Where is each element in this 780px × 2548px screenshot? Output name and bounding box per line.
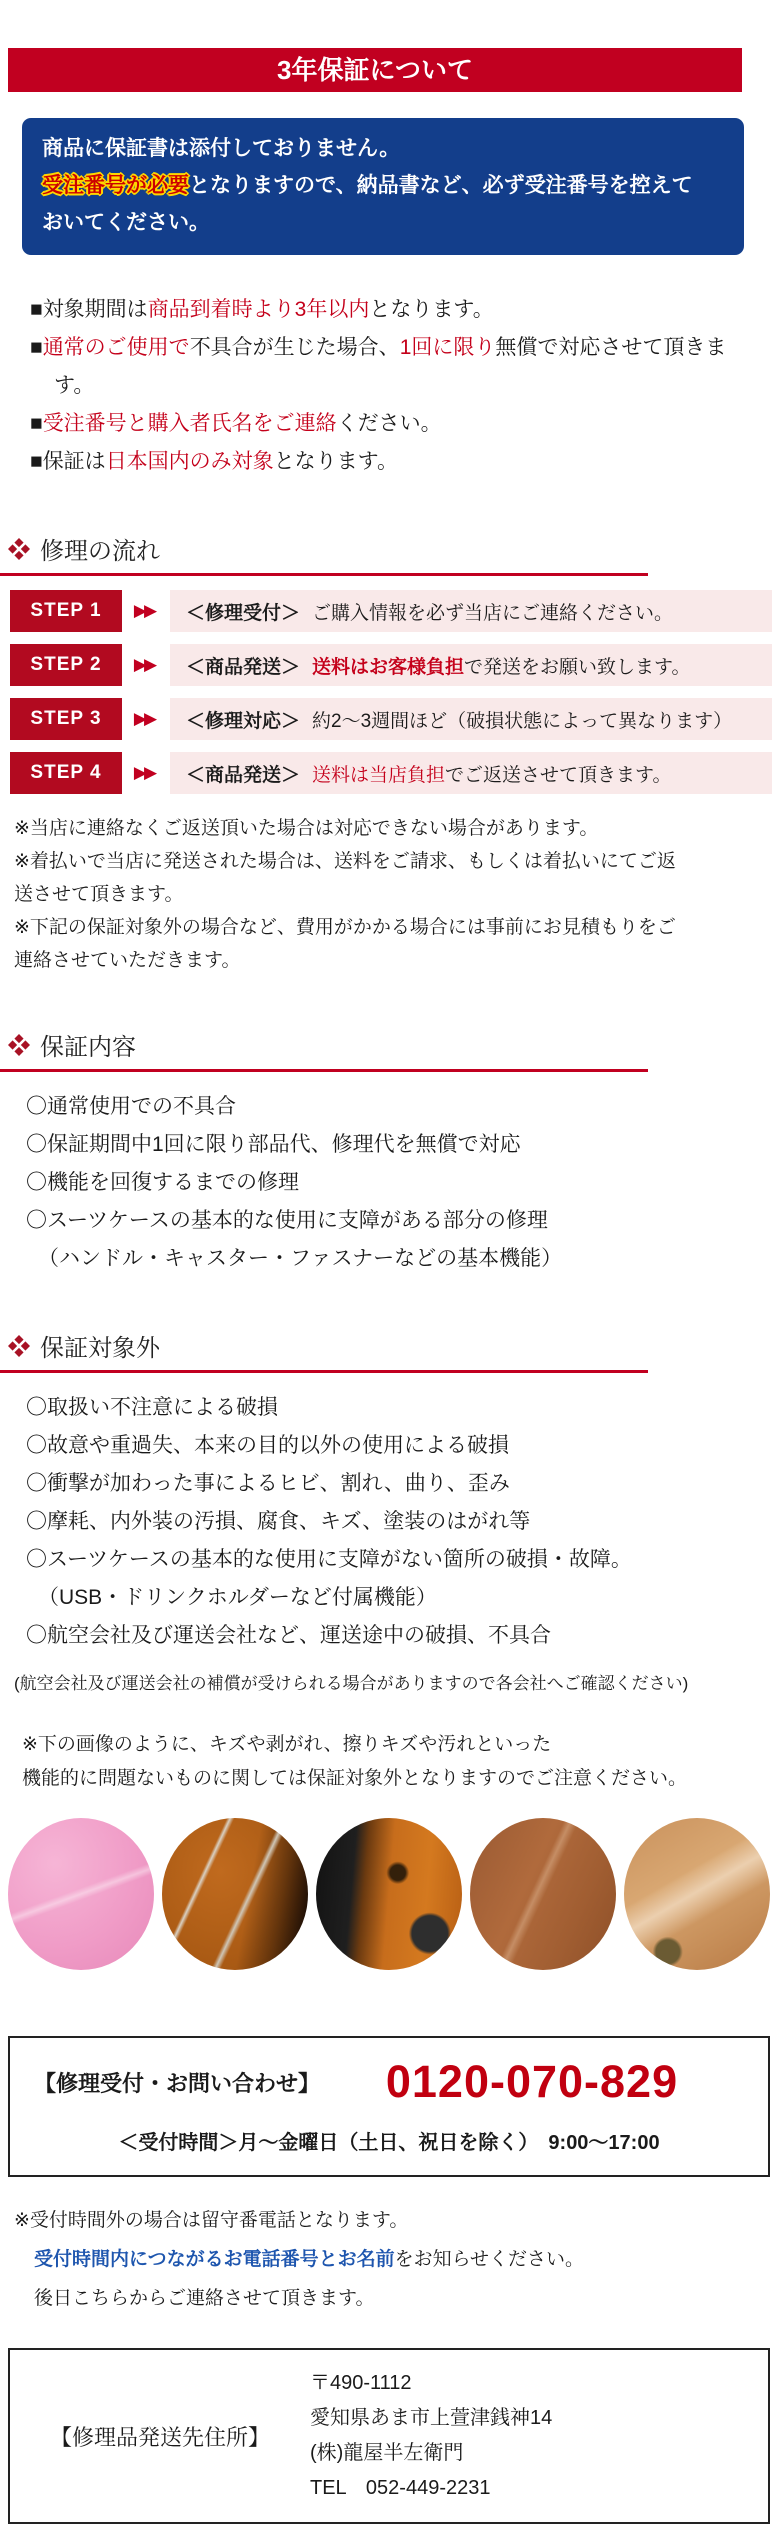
excluded-item: 〇故意や重過失、本来の目的以外の使用による破損	[26, 1434, 509, 1457]
company-name: (株)龍屋半左衛門	[310, 2442, 464, 2464]
step-desc	[170, 590, 772, 632]
contact-row	[34, 2056, 744, 2108]
step-label: ＜修理受付＞	[186, 602, 301, 624]
coverage-item-note: （ハンドル・キャスター・ファスナーなどの基本機能）	[38, 1247, 563, 1270]
step-row-4	[10, 752, 780, 794]
step-desc	[170, 752, 772, 794]
damage-warning-line: ※下の画像のように、キズや剥がれ、擦りキズや汚れといった	[22, 1734, 552, 1755]
damage-photo-pink-shell	[8, 1818, 154, 1970]
order-number-highlight: 受注番号が必要	[42, 174, 189, 197]
bullet-text: 対象期間は	[42, 298, 148, 321]
address-line: 愛知県あま市上萱津銭神14	[310, 2407, 553, 2429]
contact-note	[14, 2279, 780, 2318]
flow-notes	[14, 812, 676, 977]
contact-note	[14, 2240, 780, 2279]
shipping-address-box	[8, 2348, 770, 2524]
step-label: ＜修理対応＞	[186, 710, 301, 732]
notice-line-3	[42, 204, 724, 241]
square-bullet-icon: ■	[30, 298, 43, 321]
bullet-text-red: 受注番号と購入者氏名をご連絡	[42, 412, 337, 435]
double-arrow-icon: ▶▶	[133, 601, 155, 620]
damage-warning-line: 機能的に問題ないものに関しては保証対象外となりますのでご注意ください。	[22, 1768, 688, 1789]
notice-line-1	[42, 130, 724, 167]
damage-photos	[8, 1818, 770, 1970]
section-underline	[0, 573, 648, 576]
diamond-cluster-icon	[8, 1335, 30, 1357]
damage-photo-leather-peeling	[162, 1818, 308, 1970]
step-badge: STEP 1	[10, 590, 122, 632]
square-bullet-icon: ■	[30, 450, 43, 473]
warranty-bullet	[30, 329, 750, 405]
warranty-bullet	[30, 443, 750, 481]
step-badge: STEP 3	[10, 698, 122, 740]
notice-box	[22, 118, 744, 255]
notice-text: 商品に保証書は添付しておりません。	[42, 137, 401, 160]
step-desc	[170, 644, 772, 686]
step-label: ＜商品発送＞	[186, 764, 301, 786]
excluded-item: 〇航空会社及び運送会社など、運送途中の破損、不具合	[26, 1624, 551, 1647]
step-text: で発送をお願い致します。	[464, 656, 691, 678]
bullet-text-red: 1回に限り	[399, 336, 496, 359]
excluded-item-note: （USB・ドリンクホルダーなど付属機能）	[38, 1586, 437, 1609]
address-label: 【修理品発送先住所】	[49, 2424, 270, 2450]
flow-note: ※下記の保証対象外の場合など、費用がかかる場合には事前にお見積もりをご連絡させていただきます。	[14, 917, 676, 971]
excluded-item: 〇摩耗、内外装の汚損、腐食、キズ、塗装のはがれ等	[26, 1510, 531, 1533]
bullet-text: ください。	[336, 412, 442, 435]
step-text: でご返送させて頂きます。	[445, 764, 672, 786]
step-badge: STEP 4	[10, 752, 122, 794]
double-arrow-icon: ▶▶	[133, 709, 155, 728]
notice-text: となりますので、納品書など、必ず受注番号を控えて	[189, 174, 693, 197]
contact-note-text: 後日こちらからご連絡させて頂きます。	[34, 2288, 375, 2309]
step-row-3	[10, 698, 780, 740]
tel-line: TEL 052-449-2231	[310, 2477, 491, 2499]
diamond-cluster-icon	[8, 1034, 30, 1056]
damage-photo-corner-frame	[316, 1818, 462, 1970]
bullet-text: となります。	[369, 298, 494, 321]
notice-text: おいてください。	[42, 211, 210, 234]
contact-note-text: ※受付時間外の場合は留守番電話となります。	[14, 2210, 409, 2231]
section-header-excluded	[8, 1328, 780, 1363]
step-text: ご購入情報を必ず当店にご連絡ください。	[312, 602, 674, 624]
step-badge: STEP 2	[10, 644, 122, 686]
bullet-text-red: 商品到着時より3年以内	[147, 298, 370, 321]
bullet-text: 不具合が生じた場合、	[189, 336, 400, 359]
contact-note-blue: 受付時間内につながるお電話番号とお名前	[34, 2249, 395, 2270]
coverage-item: 〇スーツケースの基本的な使用に支障がある部分の修理	[26, 1209, 548, 1232]
section-title: 修理の流れ	[40, 538, 160, 565]
step-text: 約2～3週間ほど（破損状態によって異なります）	[312, 710, 733, 732]
damage-photo-tan-scratch	[624, 1818, 770, 1970]
flow-note: ※着払いで当店に発送された場合は、送料をご請求、もしくは着払いにてご返送させて頂きます。	[14, 851, 676, 905]
warranty-bullet	[30, 405, 750, 443]
address-lines	[310, 2366, 552, 2506]
section-header-coverage	[8, 1027, 780, 1062]
step-text-red: 送料はお客様負担	[312, 656, 465, 678]
notice-line-2	[42, 167, 724, 204]
coverage-item: 〇保証期間中1回に限り部品代、修理代を無償で対応	[26, 1133, 521, 1156]
phone-number: 0120-070-829	[385, 2056, 679, 2107]
coverage-item: 〇機能を回復するまでの修理	[26, 1171, 299, 1194]
flow-note: ※当店に連絡なくご返送頂いた場合は対応できない場合があります。	[14, 818, 599, 839]
postal-code: 〒490-1112	[310, 2372, 412, 2394]
page-title: 3年保証について	[8, 48, 742, 92]
section-underline	[0, 1069, 648, 1072]
contact-label: 【修理受付・お問い合わせ】	[34, 2070, 321, 2096]
reception-hours: ＜受付時間＞月～金曜日（土日、祝日を除く） 9:00～17:00	[118, 2132, 660, 2154]
section-header-repair-flow	[8, 531, 780, 566]
square-bullet-icon: ■	[30, 412, 43, 435]
step-row-1	[10, 590, 780, 632]
contact-notes	[14, 2201, 780, 2318]
section-underline	[0, 1370, 648, 1373]
damage-warning	[22, 1728, 780, 1796]
bullet-text: 保証は	[42, 450, 106, 473]
excluded-item: 〇取扱い不注意による破損	[26, 1396, 278, 1419]
section-title: 保証内容	[40, 1034, 136, 1061]
carrier-compensation-note: (航空会社及び運送会社の補償が受けられる場合がありますので各会社へご確認ください)	[14, 1674, 689, 1693]
excluded-list	[26, 1389, 780, 1655]
coverage-list	[26, 1088, 780, 1278]
warranty-bullet	[30, 291, 750, 329]
damage-photo-brown-scuff	[470, 1818, 616, 1970]
bullet-text: 無償で対応させて頂きます。	[54, 336, 727, 397]
coverage-item: 〇通常使用での不具合	[26, 1095, 236, 1118]
double-arrow-icon: ▶▶	[133, 655, 155, 674]
excluded-item: 〇衝撃が加わった事によるヒビ、割れ、曲り、歪み	[26, 1472, 510, 1495]
repair-steps	[10, 590, 780, 794]
square-bullet-icon: ■	[30, 336, 43, 359]
diamond-cluster-icon	[8, 538, 30, 560]
step-row-2	[10, 644, 780, 686]
bullet-text-red: 通常のご使用で	[42, 336, 190, 359]
contact-note	[14, 2201, 780, 2240]
warranty-bullet-list	[30, 291, 750, 481]
contact-box	[8, 2036, 770, 2177]
contact-note-text: をお知らせください。	[394, 2249, 585, 2270]
double-arrow-icon: ▶▶	[133, 763, 155, 782]
step-text-red: 送料は当店負担	[312, 764, 446, 786]
step-label: ＜商品発送＞	[186, 656, 301, 678]
bullet-text-red: 日本国内のみ対象	[105, 450, 274, 473]
excluded-item: 〇スーツケースの基本的な使用に支障がない箇所の破損・故障。	[26, 1548, 632, 1571]
section-title: 保証対象外	[40, 1335, 160, 1362]
step-desc	[170, 698, 772, 740]
bullet-text: となります。	[273, 450, 399, 473]
